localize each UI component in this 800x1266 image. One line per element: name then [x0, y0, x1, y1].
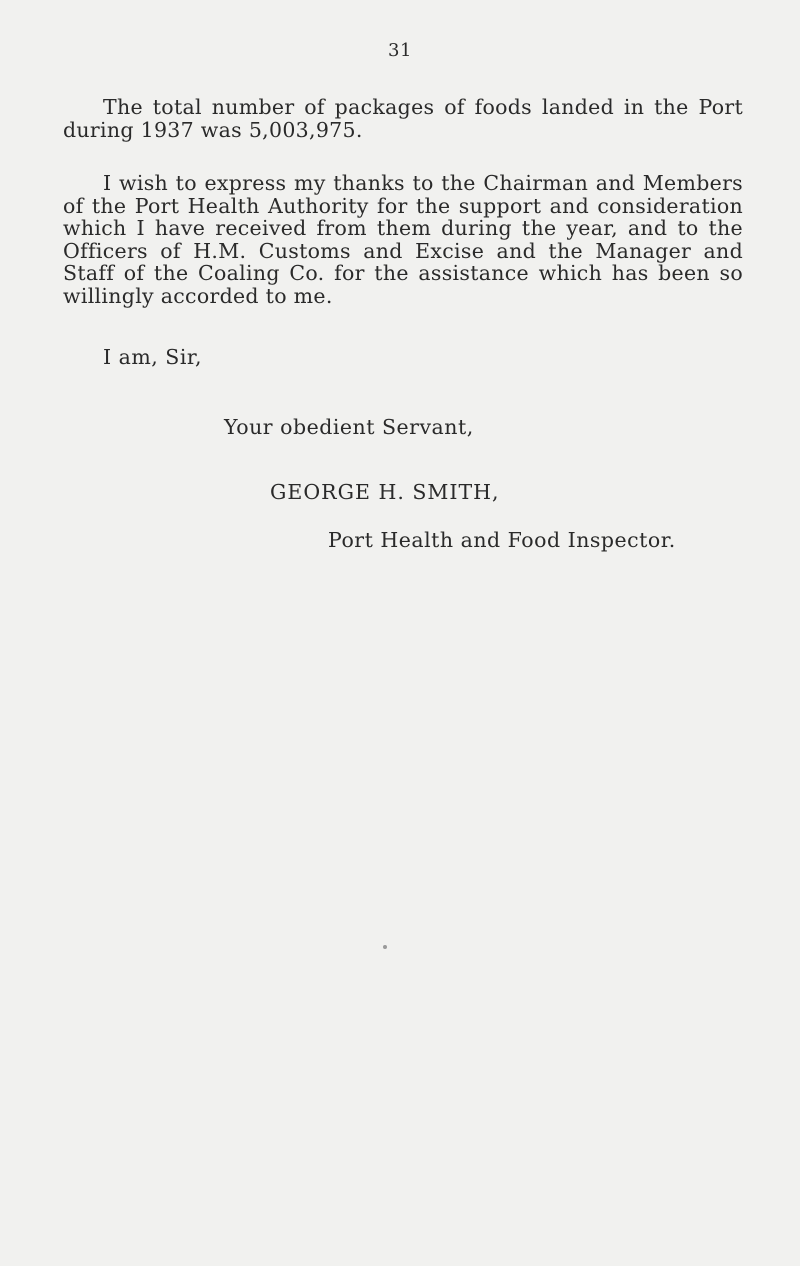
- paragraph-text: The total number of packages of foods landed in the Port during 1937 was 5,003,975.: [63, 95, 743, 142]
- page-number: 31: [388, 40, 412, 61]
- paragraph-thanks: [63, 172, 743, 307]
- signer-title: Port Health and Food Inspector.: [328, 528, 676, 552]
- signer-name: GEORGE H. SMITH,: [270, 480, 500, 504]
- salutation: I am, Sir,: [103, 345, 202, 369]
- paper-speck: [383, 945, 387, 949]
- paragraph-packages-total: [63, 96, 743, 141]
- valediction: Your obedient Servant,: [224, 415, 474, 439]
- paragraph-text: I wish to express my thanks to the Chairman and Members of the Port Health Authority for the support and consideration which I have received from them during the year, and to the Officers of H.M. Customs and Excise and the Manager and Staff of the Coaling Co. for the assistance which has been so willingly accorded to me.: [63, 171, 743, 308]
